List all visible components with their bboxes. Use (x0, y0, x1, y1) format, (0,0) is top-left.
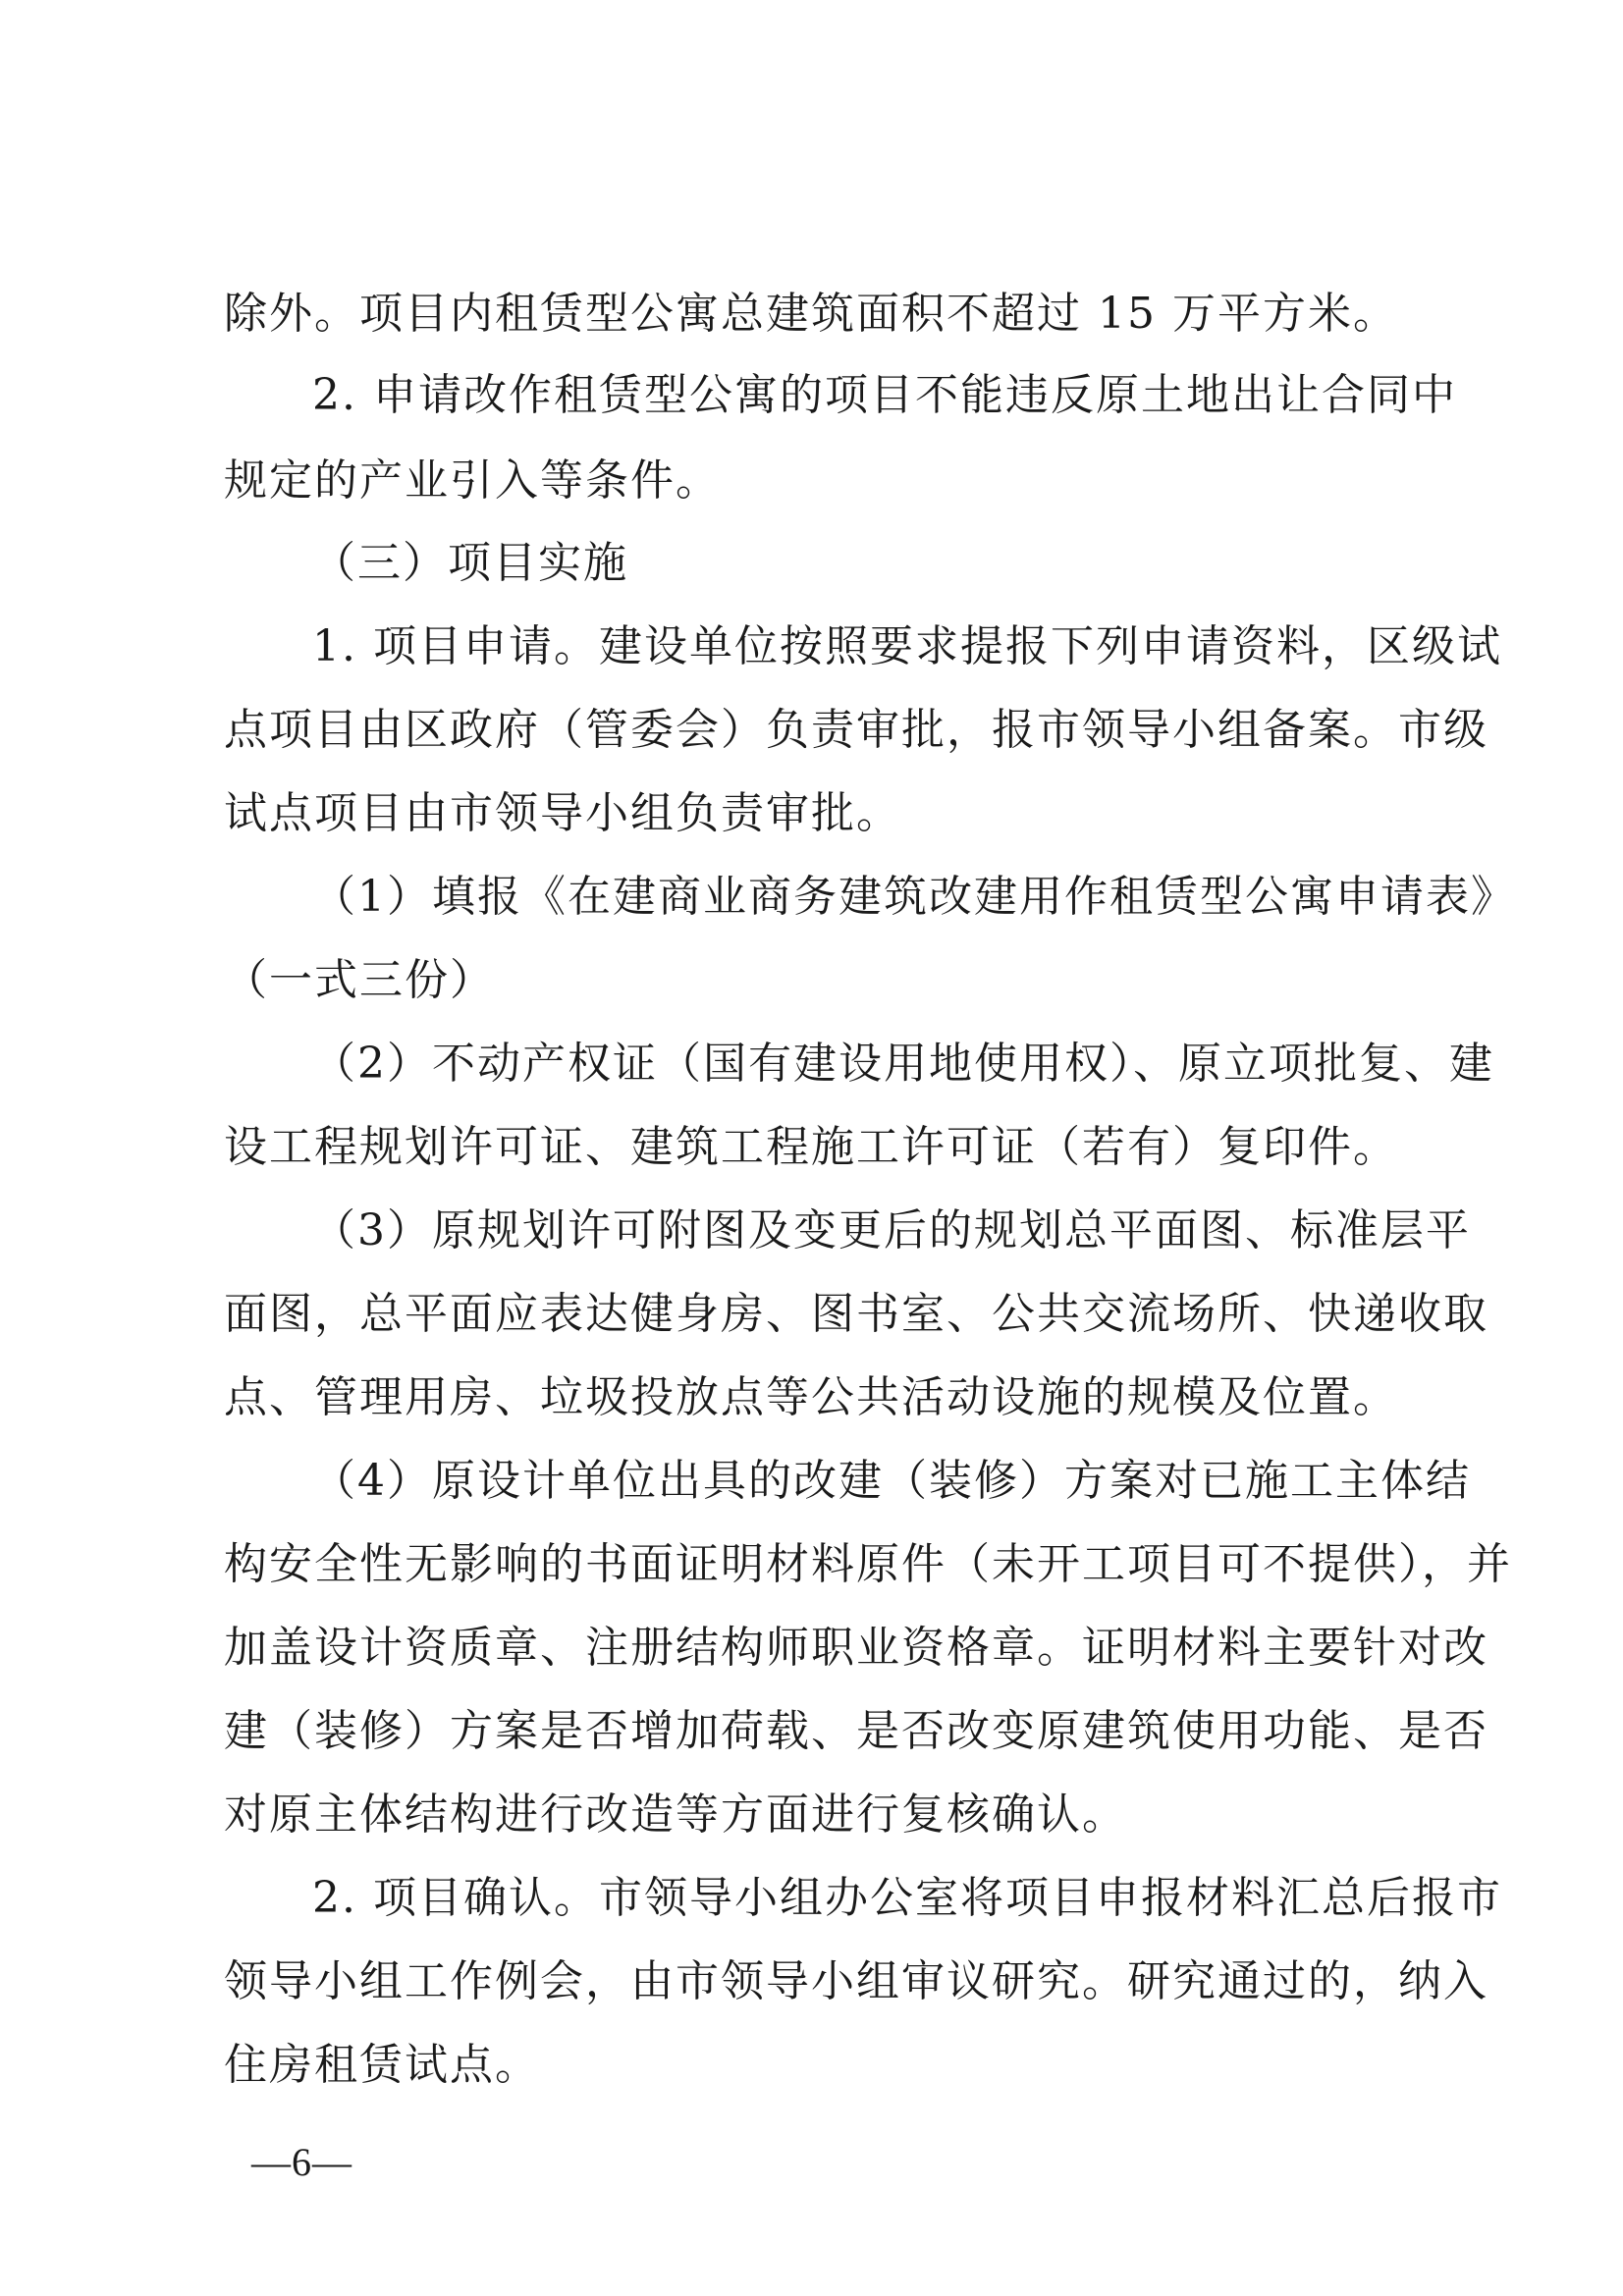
text-line: 住房租赁试点。 (224, 2040, 540, 2090)
page-number: —6— (251, 2140, 352, 2184)
text-line: 设工程规划许可证、建筑工程施工许可证（若有）复印件。 (224, 1122, 1398, 1172)
text-line: （1）填报《在建商业商务建筑改建用作租赁型公寓申请表》 (312, 872, 1516, 922)
text-line: 1. 项目申请。建设单位按照要求提报下列申请资料，区级试 (312, 621, 1502, 671)
text-line: 试点项目由市领导小组负责审批。 (224, 788, 901, 838)
text-line: 点项目由区政府（管委会）负责审批，报市领导小组备案。市级 (224, 705, 1488, 755)
text-line: 建（装修）方案是否增加荷载、是否改变原建筑使用功能、是否 (224, 1706, 1488, 1756)
text-line: 加盖设计资质章、注册结构师职业资格章。证明材料主要针对改 (224, 1623, 1488, 1673)
text-line: （2）不动产权证（国有建设用地使用权）、原立项批复、建 (312, 1039, 1494, 1089)
text-line: （3）原规划许可附图及变更后的规划总平面图、标准层平 (312, 1205, 1471, 1255)
section-heading: （三）项目实施 (312, 538, 628, 588)
text-line: 除外。项目内租赁型公寓总建筑面积不超过 15 万平方米。 (224, 289, 1398, 339)
text-line: 2. 项目确认。市领导小组办公室将项目申报材料汇总后报市 (312, 1873, 1502, 1923)
text-line: 对原主体结构进行改造等方面进行复核确认。 (224, 1789, 1127, 1840)
text-line: 2. 申请改作租赁型公寓的项目不能违反原土地出让合同中 (312, 370, 1457, 420)
text-line: 点、管理用房、垃圾投放点等公共活动设施的规模及位置。 (224, 1372, 1398, 1422)
text-line: 规定的产业引入等条件。 (224, 455, 721, 506)
text-line: （一式三份） (224, 955, 495, 1005)
text-line: 领导小组工作例会，由市领导小组审议研究。研究通过的，纳入 (224, 1956, 1488, 2006)
text-line: 面图，总平面应表达健身房、图书室、公共交流场所、快递收取 (224, 1289, 1488, 1339)
text-line: （4）原设计单位出具的改建（装修）方案对已施工主体结 (312, 1456, 1471, 1506)
text-line: 构安全性无影响的书面证明材料原件（未开工项目可不提供），并 (224, 1539, 1512, 1589)
